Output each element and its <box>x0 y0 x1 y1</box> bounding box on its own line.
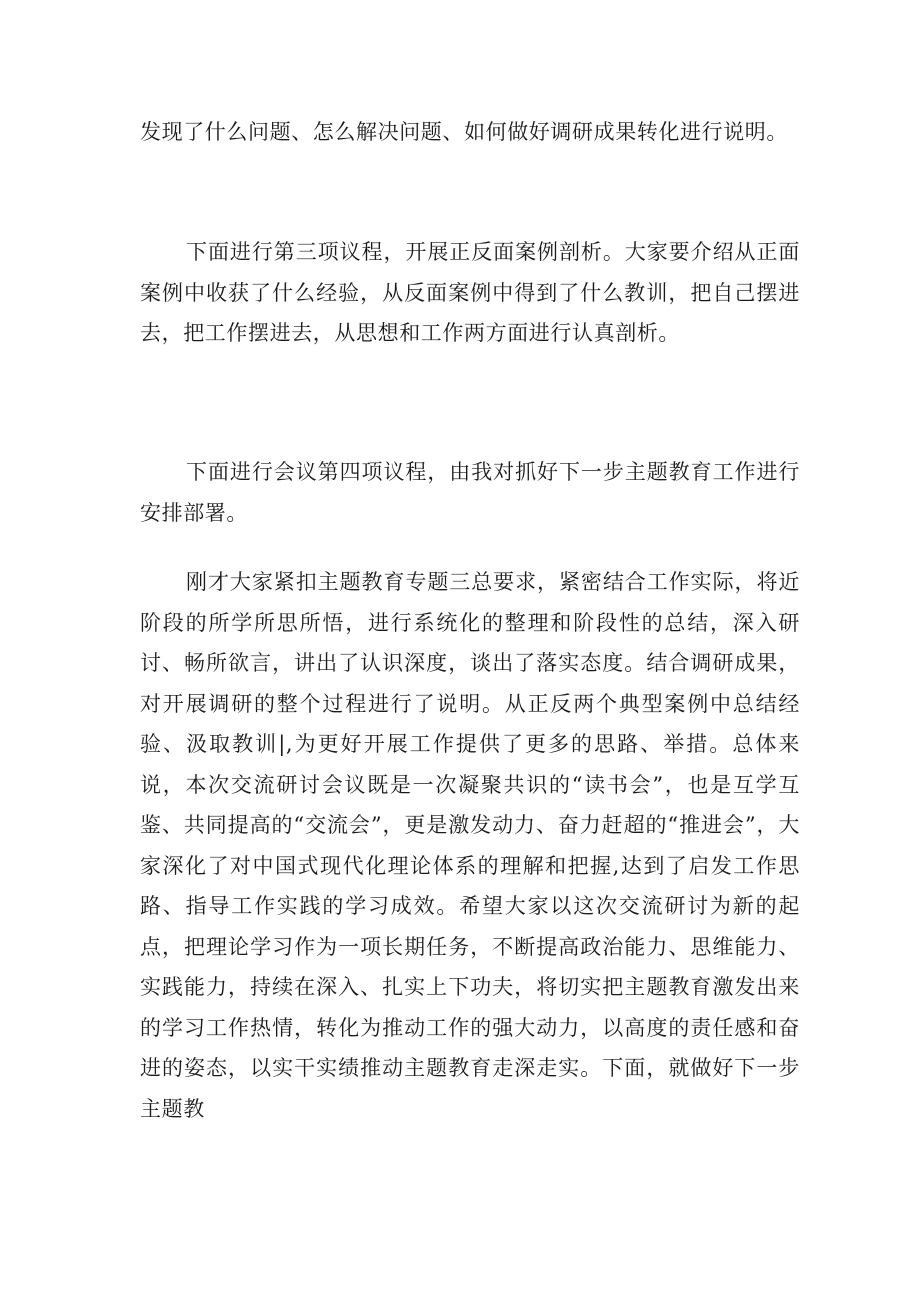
paragraph-4: 刚才大家紧扣主题教育专题三总要求，紧密结合工作实际，将近阶段的所学所思所悟，进行系统化的整理和阶段性的总结，深入研讨、畅所欲言，讲出了认识深度，谈出了落实态度。结合调研成果，对开展调研的整个过程进行了说明。从正反两个典型案例中总结经验、汲取教训|,为更好开展工作提供了更多的思路、举措。总体来说，本次交流研讨会议既是一次凝聚共识的“读书会”，也是互学互鉴、共同提高的“交流会”，更是激发动力、奋力赶超的“推进会”，大家深化了对中国式现代化理论体系的理解和把握,达到了启发工作思路、指导工作实践的学习成效。希望大家以这次交流研讨为新的起点，把理论学习作为一项长期任务，不断提高政治能力、思维能力、实践能力，持续在深入、扎实上下功夫，将切实把主题教育激发出来的学习工作热情，转化为推动工作的强大动力，以高度的责任感和奋进的姿态，以实干实绩推动主题教育走深走实。下面，就做好下一步主题教 <box>140 570 800 1121</box>
paragraph-3: 下面进行会议第四项议程，由我对抓好下一步主题教育工作进行安排部署。 <box>140 460 800 525</box>
paragraph-1: 发现了什么问题、怎么解决问题、如何做好调研成果转化进行说明。 <box>140 120 788 144</box>
paragraph-2: 下面进行第三项议程，开展正反面案例剖析。大家要介绍从正面案例中收获了什么经验，从反面案例中得到了什么教训，把自己摆进去，把工作摆进去，从思想和工作两方面进行认真剖析。 <box>140 240 800 345</box>
